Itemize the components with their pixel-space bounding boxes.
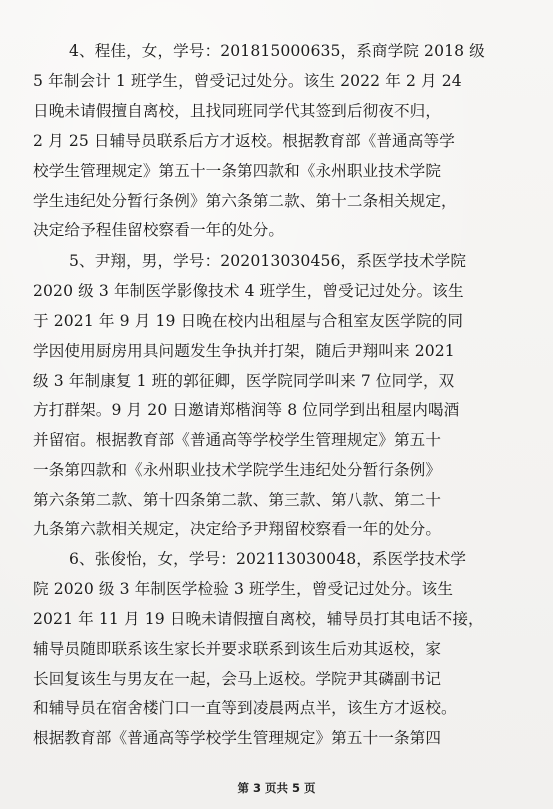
text-line: 学因使用厨房用具问题发生争执并打架，随后尹翔叫来 2021 [33,342,455,360]
text-line: 方打群架。9 月 20 日邀请郑楷润等 8 位同学到出租屋内喝酒 [33,401,460,419]
text-line: 院 2020 级 3 年制医学检验 3 班学生，曾受记过处分。该生 [33,580,454,598]
text-line: 2021 年 11 月 19 日晚未请假擅自离校，辅导员打其电话不接， [33,610,484,628]
page-number: 第 3 页共 5 页 [237,781,316,795]
text-line: 辅导员随即联系该生家长并要求联系到该生后劝其返校，家 [33,640,442,658]
text-line: 第六条第二款、第十四条第二款、第三款、第八款、第二十 [33,491,442,509]
text-line: 5 年制会计 1 班学生，曾受记过处分。该生 2022 年 2 月 24 [33,72,462,90]
text-line: 和辅导员在宿舍楼门口一直等到凌晨两点半，该生方才返校。 [33,699,457,717]
text-line: 4、程佳，女，学号：201815000635，系商学院 2018 级 [69,42,485,60]
text-line: 一条第四款和《永州职业技术学院学生违纪处分暂行条例》 [33,461,442,479]
text-line: 2 月 25 日辅导员联系后方才返校。根据教育部《普通高等学 [33,132,455,150]
text-line: 九条第六款相关规定，决定给予尹翔留校察看一年的处分。 [33,520,442,538]
text-line: 2020 级 3 年制医学影像技术 4 班学生，曾受记过处分。该生 [33,282,464,300]
text-line: 日晚未请假擅自离校，且找同班同学代其签到后彻夜不归， [33,102,442,120]
text-line: 校学生管理规定》第五十一条第四款和《永州职业技术学院 [33,162,442,180]
text-line: 根据教育部《普通高等学校学生管理规定》第五十一条第四 [33,729,442,747]
text-line: 于 2021 年 9 月 19 日晚在校内出租屋与合租室友医学院的同 [33,312,464,330]
text-line: 长回复该生与男友在一起，会马上返校。学院尹其磷副书记 [33,670,442,688]
text-line: 学生违纪处分暂行条例》第六条第二款、第十二条相关规定， [33,192,457,210]
text-line: 6、张俊怡，女，学号：202113030048，系医学技术学 [69,550,467,568]
text-line: 级 3 年制康复 1 班的郭征卿，医学院同学叫来 7 位同学，双 [33,372,455,390]
text-line: 决定给予程佳留校察看一年的处分。 [33,221,285,239]
text-line: 5、尹翔，男，学号：202013030456，系医学技术学院 [69,252,467,270]
text-line: 并留宿。根据教育部《普通高等学校学生管理规定》第五十 [33,431,442,449]
